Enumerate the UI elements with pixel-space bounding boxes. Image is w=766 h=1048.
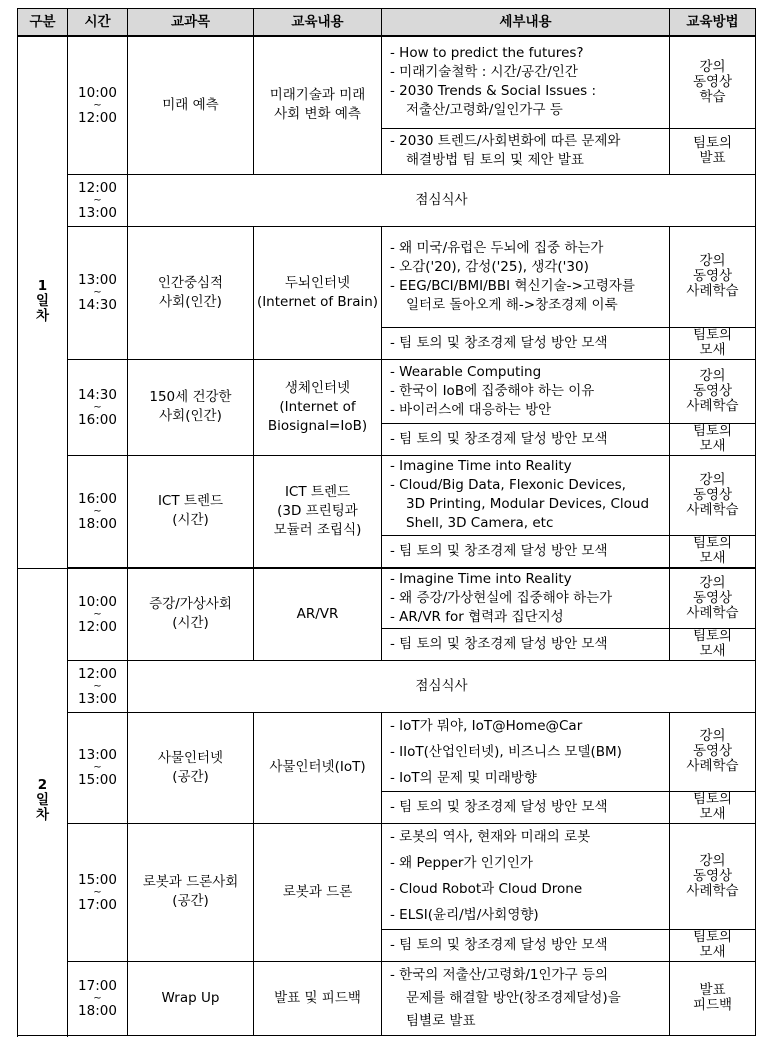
content-cell: 발표 및 피드백 bbox=[254, 961, 382, 1035]
method-cell: 팀토의 모새 bbox=[670, 929, 756, 961]
team-detail-cell: - 팀 토의 및 창조경제 달성 방안 모색 bbox=[382, 628, 670, 660]
table-row bbox=[18, 174, 756, 226]
time-cell: 12:00 ~ 13:00 bbox=[68, 174, 128, 226]
table-row bbox=[18, 568, 756, 628]
team-detail-cell: - 팀 토의 및 창조경제 달성 방안 모색 bbox=[382, 535, 670, 567]
time-cell: 10:00 ~ 12:00 bbox=[68, 568, 128, 660]
lunch-cell: 점심식사 bbox=[128, 660, 756, 712]
header-time: 시간 bbox=[68, 9, 128, 37]
time-cell: 17:00 ~ 18:00 bbox=[68, 961, 128, 1035]
header-row bbox=[18, 9, 756, 37]
subject-cell: 로봇과 드론사회 (공간) bbox=[128, 823, 254, 961]
time-cell: 12:00 ~ 13:00 bbox=[68, 660, 128, 712]
detail-cell: - 왜 미국/유럽은 두뇌에 집중 하는가 - 오감('20), 감성('25), 생각('30) - EEG/BCI/BMI/BBI 혁신기술->고령자를 일터로 돌아오게 해->창조경제 이룩 bbox=[382, 226, 670, 327]
method-cell: 팀토의 모새 bbox=[670, 327, 756, 359]
table-row bbox=[18, 226, 756, 327]
team-detail-cell: - 팀 토의 및 창조경제 달성 방안 모색 bbox=[382, 791, 670, 823]
header-gubun: 구분 bbox=[18, 9, 68, 37]
method-cell: 강의 동영상 사례학습 bbox=[670, 568, 756, 628]
content-cell: 로봇과 드론 bbox=[254, 823, 382, 961]
table-row bbox=[18, 455, 756, 535]
header-detail: 세부내용 bbox=[382, 9, 670, 37]
table-row bbox=[18, 961, 756, 1035]
table-row bbox=[18, 660, 756, 712]
method-cell: 강의 동영상 사례학습 bbox=[670, 359, 756, 423]
time-cell: 16:00 ~ 18:00 bbox=[68, 455, 128, 567]
content-cell: 두뇌인터넷 (Internet of Brain) bbox=[254, 226, 382, 359]
detail-cell: - IoT가 뭐야, IoT@Home@Car - IIoT(산업인터넷), 비즈니스 모델(BM) - IoT의 문제 및 미래방향 bbox=[382, 712, 670, 791]
content-cell: 생체인터넷 (Internet of Biosignal=IoB) bbox=[254, 359, 382, 455]
subject-cell: 150세 건강한 사회(인간) bbox=[128, 359, 254, 455]
subject-cell: Wrap Up bbox=[128, 961, 254, 1035]
time-cell: 10:00 ~ 12:00 bbox=[68, 36, 128, 174]
day1-label: 1일차 bbox=[18, 36, 68, 568]
subject-cell: 인간중심적 사회(인간) bbox=[128, 226, 254, 359]
header-content: 교육내용 bbox=[254, 9, 382, 37]
detail-cell: - Imagine Time into Reality - Cloud/Big Data, Flexonic Devices, 3D Printing, Modular Devices, Cloud Shell, 3D Camera, etc bbox=[382, 455, 670, 535]
method-cell: 팀토의 모새 bbox=[670, 423, 756, 455]
table-row bbox=[18, 359, 756, 423]
detail-cell: - 로봇의 역사, 현재와 미래의 로봇 - 왜 Pepper가 인기인가 - Cloud Robot과 Cloud Drone - ELSI(윤리/법/사회영향) bbox=[382, 823, 670, 929]
method-cell: 강의 동영상 사례학습 bbox=[670, 226, 756, 327]
method-cell: 강의 동영상 학습 bbox=[670, 36, 756, 128]
content-cell: 미래기술과 미래 사회 변화 예측 bbox=[254, 36, 382, 174]
day2-label: 2일차 bbox=[18, 568, 68, 1036]
header-method: 교육방법 bbox=[670, 9, 756, 37]
subject-cell: 사물인터넷 (공간) bbox=[128, 712, 254, 823]
header-subject: 교과목 bbox=[128, 9, 254, 37]
method-cell: 팀토의 발표 bbox=[670, 128, 756, 174]
detail-cell: - Imagine Time into Reality - 왜 증강/가상현실에 집중해야 하는가 - AR/VR for 협력과 집단지성 bbox=[382, 568, 670, 628]
method-cell: 강의 동영상 사례학습 bbox=[670, 455, 756, 535]
content-cell: ICT 트렌드 (3D 프린팅과 모듈러 조립식) bbox=[254, 455, 382, 567]
table-row bbox=[18, 712, 756, 791]
detail-cell: - How to predict the futures? - 미래기술철학 : 시간/공간/인간 - 2030 Trends & Social Issues : 저출산/고령화/일인가구 등 bbox=[382, 36, 670, 128]
subject-cell: 미래 예측 bbox=[128, 36, 254, 174]
content-cell: 사물인터넷(IoT) bbox=[254, 712, 382, 823]
time-cell: 14:30 ~ 16:00 bbox=[68, 359, 128, 455]
table-row bbox=[18, 36, 756, 128]
method-cell: 팀토의 모새 bbox=[670, 628, 756, 660]
content-cell: AR/VR bbox=[254, 568, 382, 660]
method-cell: 강의 동영상 사례학습 bbox=[670, 823, 756, 929]
time-cell: 13:00 ~ 15:00 bbox=[68, 712, 128, 823]
team-detail-cell: - 팀 토의 및 창조경제 달성 방안 모색 bbox=[382, 929, 670, 961]
table-row bbox=[18, 823, 756, 929]
team-detail-cell: - 팀 토의 및 창조경제 달성 방안 모색 bbox=[382, 327, 670, 359]
team-detail-cell: - 2030 트렌드/사회변화에 따른 문제와 해결방법 팀 토의 및 제안 발표 bbox=[382, 128, 670, 174]
schedule-table bbox=[17, 8, 756, 1036]
time-cell: 13:00 ~ 14:30 bbox=[68, 226, 128, 359]
method-cell: 팀토의 모새 bbox=[670, 791, 756, 823]
method-cell: 팀토의 모새 bbox=[670, 535, 756, 567]
team-detail-cell: - 팀 토의 및 창조경제 달성 방안 모색 bbox=[382, 423, 670, 455]
time-cell: 15:00 ~ 17:00 bbox=[68, 823, 128, 961]
subject-cell: ICT 트렌드 (시간) bbox=[128, 455, 254, 567]
detail-cell: - Wearable Computing - 한국이 IoB에 집중해야 하는 이유 - 바이러스에 대응하는 방안 bbox=[382, 359, 670, 423]
detail-cell: - 한국의 저출산/고령화/1인가구 등의 문제를 해결할 방안(창조경제달성)을 팀별로 발표 bbox=[382, 961, 670, 1035]
method-cell: 강의 동영상 사례학습 bbox=[670, 712, 756, 791]
lunch-cell: 점심식사 bbox=[128, 174, 756, 226]
subject-cell: 증강/가상사회 (시간) bbox=[128, 568, 254, 660]
method-cell: 발표 피드백 bbox=[670, 961, 756, 1035]
